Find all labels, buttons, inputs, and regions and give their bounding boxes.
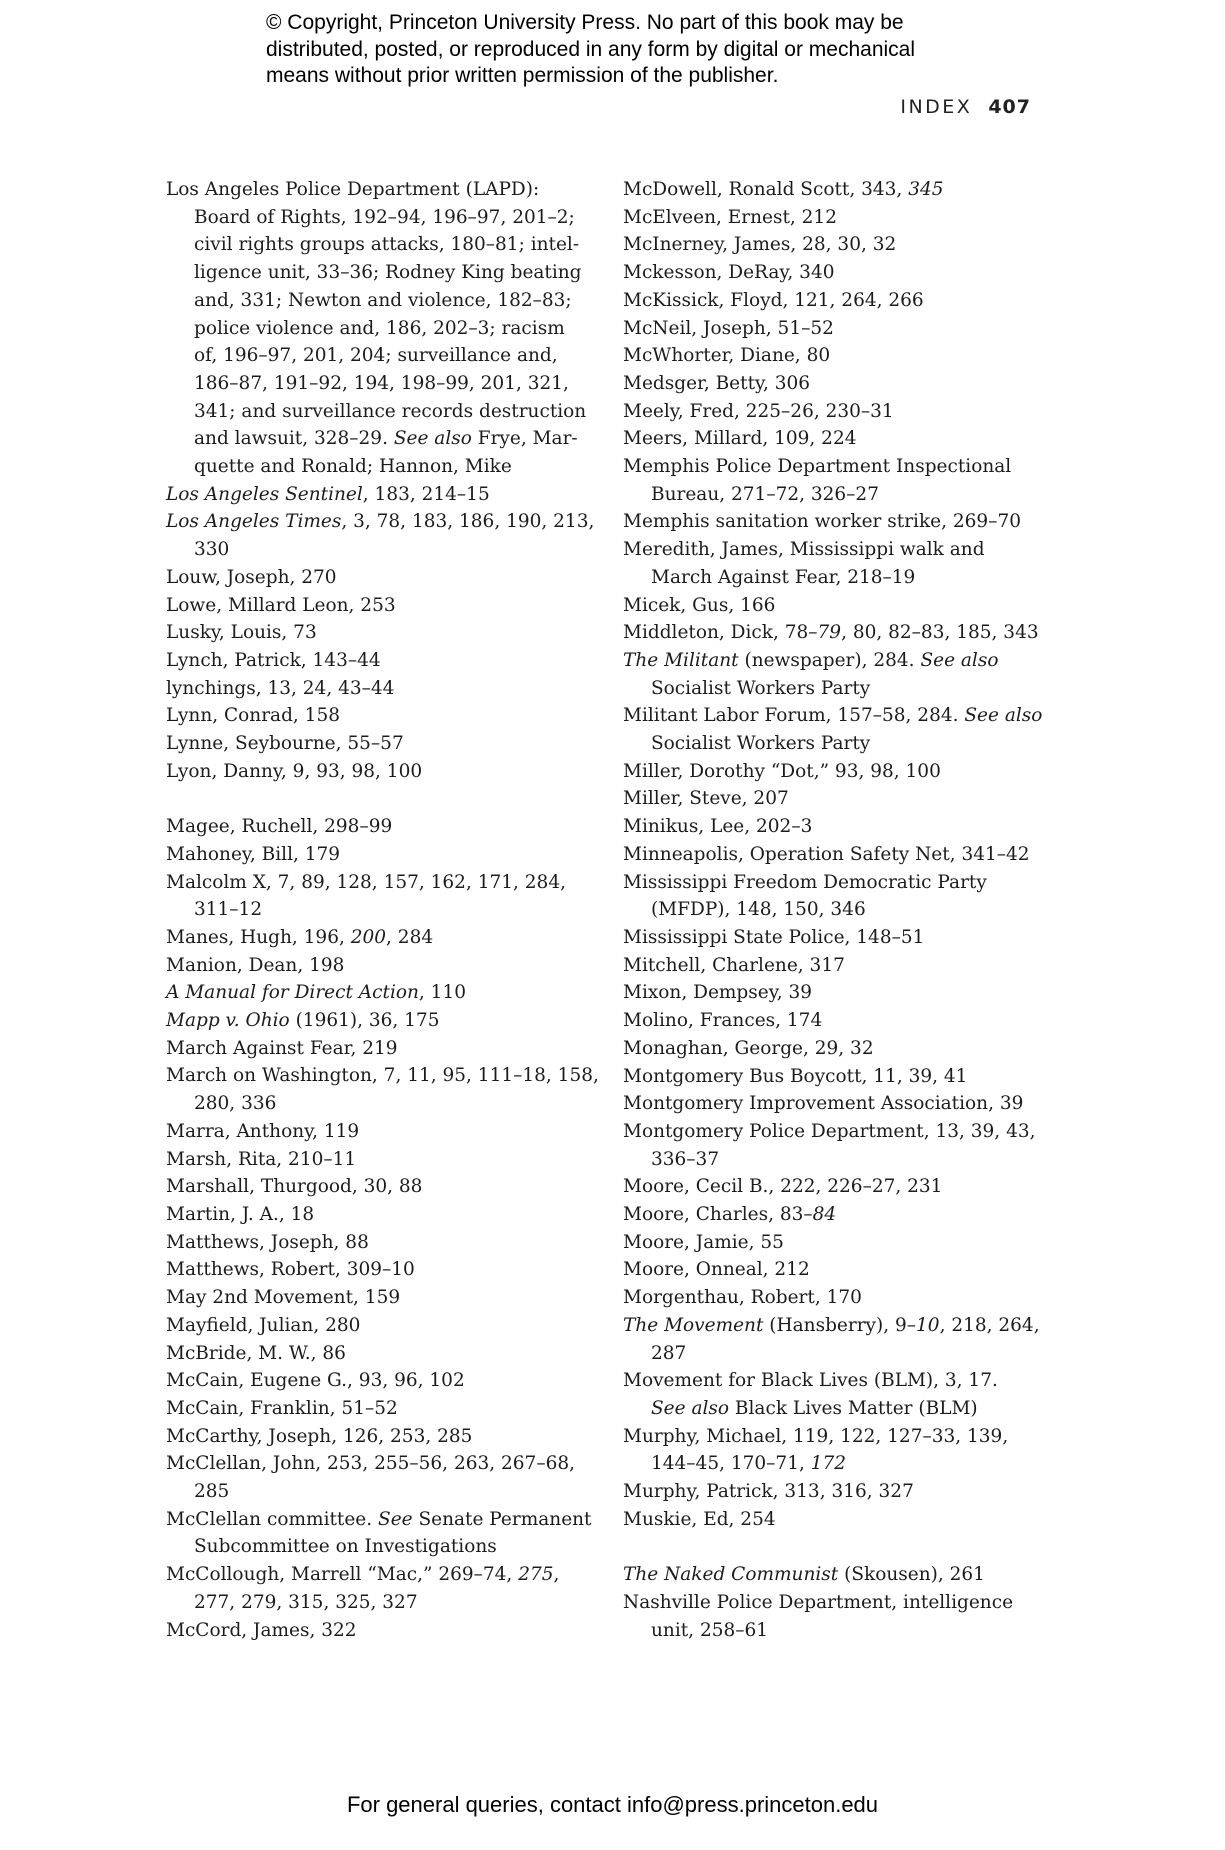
index-entry: Lusky, Louis, 73 [166, 622, 317, 644]
index-entry: The Militant (newspaper), 284. See also Socialist Workers Party [623, 649, 999, 699]
copyright-line: means without prior written permission of the publisher. [266, 64, 779, 87]
index-entry: Miller, Dorothy “Dot,” 93, 98, 100 [623, 760, 941, 782]
index-entry: Montgomery Improvement Association, 39 [623, 1093, 1024, 1115]
index-entry: McWhorter, Diane, 80 [623, 345, 831, 367]
index-entry: The Movement (Hansberry), 9–10, 218, 264, 287 [623, 1314, 1040, 1364]
index-entry: McBride, M. W., 86 [166, 1342, 346, 1364]
index-entry: Louw, Joseph, 270 [166, 566, 337, 588]
index-entry: Moore, Cecil B., 222, 226–27, 231 [623, 1176, 943, 1198]
section-label: INDEX [900, 96, 973, 118]
index-entry: McCain, Franklin, 51–52 [166, 1397, 398, 1419]
index-entry: A Manual for Direct Action, 110 [166, 982, 466, 1004]
index-entry: Lynn, Conrad, 158 [166, 705, 340, 727]
index-entry: Moore, Charles, 83–84 [623, 1204, 837, 1226]
index-entry: Mahoney, Bill, 179 [166, 843, 341, 865]
index-entry: Meers, Millard, 109, 224 [623, 428, 857, 450]
index-entry: Montgomery Police Department, 13, 39, 43, 336–37 [623, 1120, 1036, 1170]
index-entry: Mckesson, DeRay, 340 [623, 262, 835, 284]
index-entry: Meredith, James, Mississippi walk and March Against Fear, 218–19 [623, 539, 985, 588]
page-number: 407 [988, 96, 1031, 118]
index-entry: McInerney, James, 28, 30, 32 [623, 234, 897, 256]
index-entry: Malcolm X, 7, 89, 128, 157, 162, 171, 284, 311–12 [166, 871, 566, 921]
index-entry: Nashville Police Department, intelligence unit, 258–61 [623, 1591, 1014, 1641]
index-entry: Militant Labor Forum, 157–58, 284. See also Socialist Workers Party [623, 705, 1043, 755]
index-entry: Memphis sanitation worker strike, 269–70 [623, 511, 1021, 533]
index-entry: Martin, J. A., 18 [166, 1204, 315, 1225]
index-entry: Movement for Black Lives (BLM), 3, 17. See also Black Lives Matter (BLM) [623, 1370, 998, 1419]
index-entry: Middleton, Dick, 78–79, 80, 82–83, 185, 343 [623, 622, 1039, 644]
index-entry: McDowell, Ronald Scott, 343, 345 [623, 179, 944, 200]
index-entry: Lynch, Patrick, 143–44 [166, 649, 381, 671]
index-entry: Los Angeles Police Department (LAPD): Board of Rights, 192–94, 196–97, 201–2; civil rights groups attacks, 180–81; intel- ligence unit, 33–36; Rodney King beating and, 331; Newton and violence, 182–83; police violence and, 186, 202–3; racism of, 196–97, 201, 204; surveillance and, 186–87, 191–92, 194, 198–99, 201, 321, 341; and surveillance records destruction and lawsuit, 328–29. See also Frye, Mar- quette and Ronald; Hannon, Mike [166, 179, 587, 478]
index-entry: Mississippi Freedom Democratic Party (MFDP), 148, 150, 346 [623, 871, 987, 921]
index-entry: Matthews, Joseph, 88 [166, 1231, 369, 1253]
index-entry: Mayfield, Julian, 280 [166, 1314, 361, 1336]
index-entry: Lynne, Seybourne, 55–57 [166, 733, 404, 755]
index-entry: Marshall, Thurgood, 30, 88 [166, 1176, 423, 1198]
letter-group-gap [623, 1533, 1038, 1561]
index-entry: McCollough, Marrell “Mac,” 269–74, 275, 277, 279, 315, 325, 327 [166, 1564, 560, 1613]
index-entry: McCain, Eugene G., 93, 96, 102 [166, 1370, 465, 1392]
index-entry: March Against Fear, 219 [166, 1037, 398, 1059]
index-entry: McClellan committee. See Senate Permanent Subcommittee on Investigations [166, 1508, 592, 1558]
index-entry: Minneapolis, Operation Safety Net, 341–42 [623, 843, 1030, 865]
index-entry: McClellan, John, 253, 255–56, 263, 267–68, 285 [166, 1453, 575, 1503]
index-entry: Marra, Anthony, 119 [166, 1120, 360, 1142]
index-entry: Los Angeles Sentinel, 183, 214–15 [166, 483, 490, 505]
index-entry: Miller, Steve, 207 [623, 788, 789, 810]
index-entry: Matthews, Robert, 309–10 [166, 1259, 415, 1281]
index-entry: Minikus, Lee, 202–3 [623, 816, 813, 838]
index-entry: Meely, Fred, 225–26, 230–31 [623, 400, 894, 422]
index-entry: Magee, Ruchell, 298–99 [166, 816, 393, 838]
index-column-left [166, 176, 599, 1644]
index-entry: McNeil, Joseph, 51–52 [623, 317, 834, 339]
index-entry: Murphy, Michael, 119, 122, 127–33, 139, 144–45, 170–71, 172 [623, 1425, 1009, 1475]
index-entry: lynchings, 13, 24, 43–44 [166, 677, 395, 699]
index-entry: Monaghan, George, 29, 32 [623, 1037, 874, 1059]
index-entry: Moore, Onneal, 212 [623, 1259, 810, 1281]
index-entry: The Naked Communist (Skousen), 261 [623, 1564, 985, 1586]
index-column-right [623, 176, 1043, 1644]
index-entry: Memphis Police Department Inspectional Bureau, 271–72, 326–27 [623, 456, 1012, 505]
index-entry: McKissick, Floyd, 121, 264, 266 [623, 289, 924, 311]
index-entry: Los Angeles Times, 3, 78, 183, 186, 190, 213, 330 [166, 511, 595, 561]
index-entry: Molino, Frances, 174 [623, 1010, 823, 1032]
index-entry: Montgomery Bus Boycott, 11, 39, 41 [623, 1065, 968, 1087]
running-head [900, 96, 1031, 118]
index-entry: Murphy, Patrick, 313, 316, 327 [623, 1481, 914, 1503]
copyright-line: distributed, posted, or reproduced in any form by digital or mechanical [266, 37, 916, 61]
index-entry: Manion, Dean, 198 [166, 954, 345, 976]
index-entry: Mapp v. Ohio (1961), 36, 175 [166, 1010, 440, 1032]
index-entry: Morgenthau, Robert, 170 [623, 1287, 862, 1309]
index-entry: Lowe, Millard Leon, 253 [166, 594, 396, 616]
index-entry: Muskie, Ed, 254 [623, 1508, 776, 1530]
index-entry: May 2nd Movement, 159 [166, 1287, 401, 1309]
index-entry: Micek, Gus, 166 [623, 594, 776, 616]
copyright-line: © Copyright, Princeton University Press. No part of this book may be [266, 11, 904, 34]
index-entry: McCord, James, 322 [166, 1619, 357, 1641]
index-entry: Marsh, Rita, 210–11 [166, 1148, 357, 1170]
index-entry: Mitchell, Charlene, 317 [623, 954, 845, 976]
index-entry: Mississippi State Police, 148–51 [623, 926, 925, 948]
index-entry: Lyon, Danny, 9, 93, 98, 100 [166, 760, 423, 782]
index-entry: Mixon, Dempsey, 39 [623, 982, 813, 1004]
index-entry: March on Washington, 7, 11, 95, 111–18, 158, 280, 336 [166, 1065, 599, 1115]
index-entry: Manes, Hugh, 196, 200, 284 [166, 926, 434, 948]
index-entry: McCarthy, Joseph, 126, 253, 285 [166, 1425, 473, 1447]
index-entry: Medsger, Betty, 306 [623, 372, 811, 394]
copyright-notice [266, 10, 1026, 90]
index-entry: McElveen, Ernest, 212 [623, 206, 837, 228]
letter-group-gap [166, 785, 586, 813]
footer-contact: For general queries, contact info@press.princeton.edu [346, 1792, 879, 1817]
index-entry: Moore, Jamie, 55 [623, 1231, 784, 1253]
